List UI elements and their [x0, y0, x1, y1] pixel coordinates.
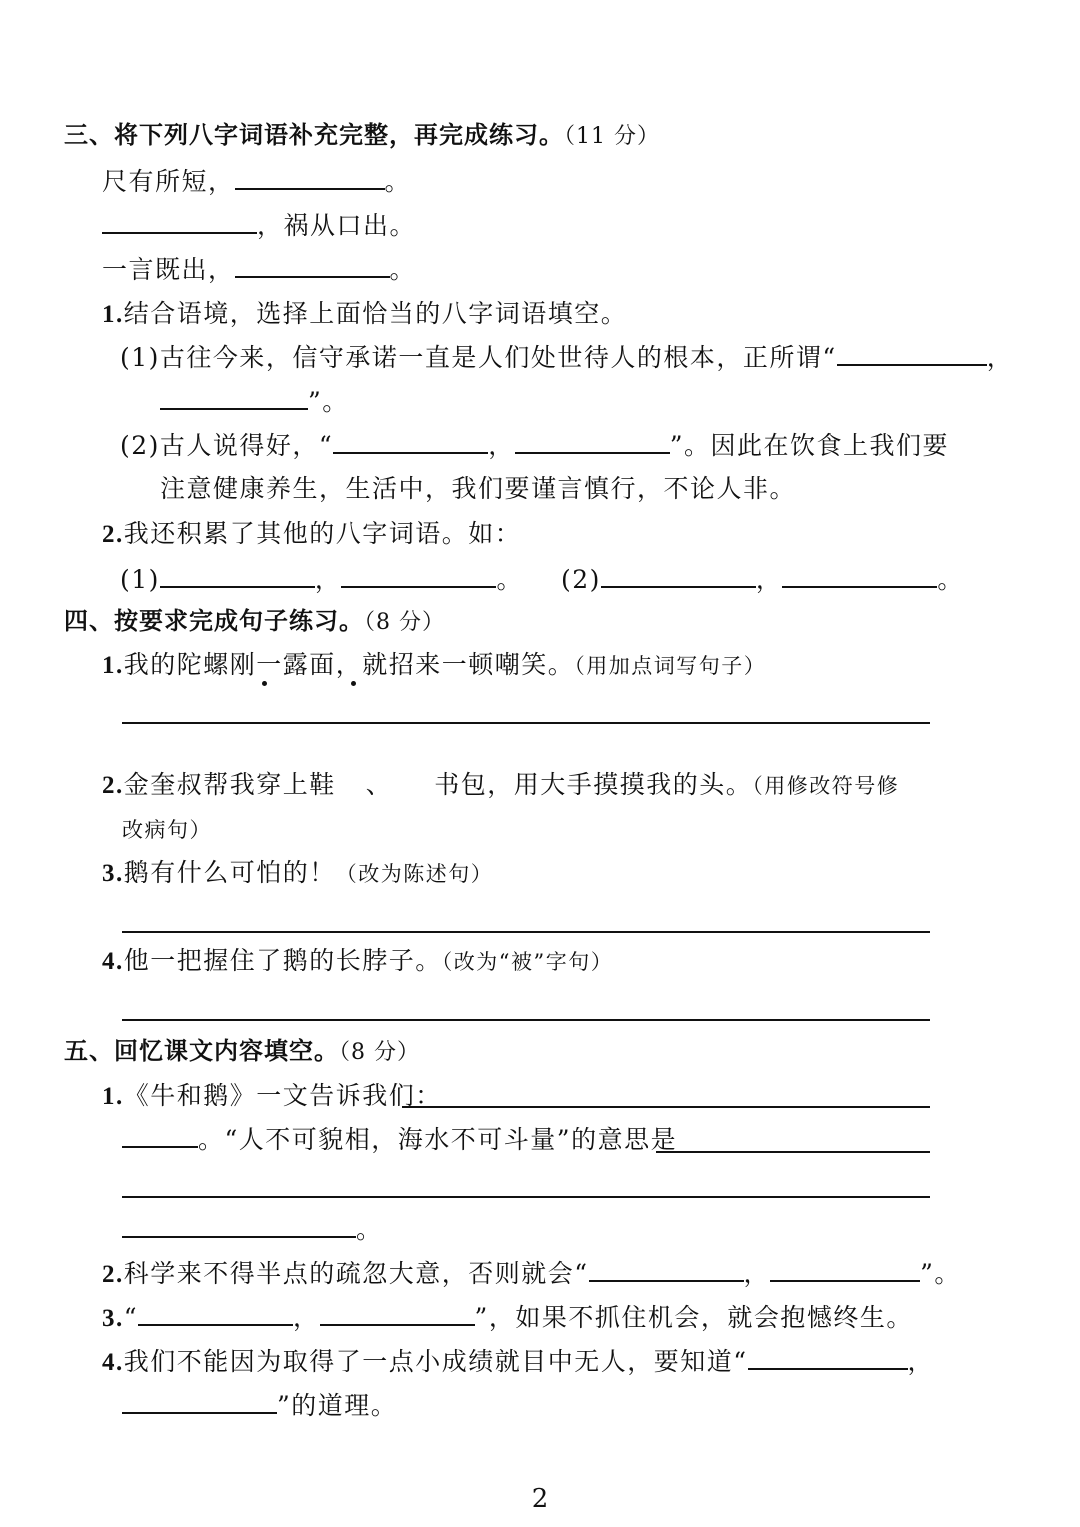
answer-blank[interactable] [122, 1212, 356, 1238]
question-5-1: 1.《牛和鹅》一文告诉我们： [102, 1081, 442, 1110]
fill-line-2: ，祸从口出。 [102, 208, 416, 243]
section-3-heading: 三、将下列八字词语补充完整，再完成练习。（11 分） [64, 121, 660, 149]
question-4-2: 2.金奎叔帮我穿上鞋 、 书包，用大手摸摸我的头。（用修改符号修 [102, 770, 900, 799]
answer-blank[interactable] [160, 384, 308, 410]
answer-blank[interactable] [782, 562, 937, 588]
question-3-1-part-1: (1)古往今来，信守承诺一直是人们处世待人的根本，正所谓“ ， [120, 340, 1013, 375]
answer-blank[interactable] [601, 562, 756, 588]
question-3-1-part-1-cont: ”。 [160, 384, 349, 419]
fill-line-1: 尺有所短， 。 [102, 164, 411, 199]
answer-blank[interactable] [235, 164, 385, 190]
answer-blank[interactable] [748, 1344, 908, 1370]
answer-blank[interactable] [138, 1300, 293, 1326]
answer-blank[interactable] [160, 562, 315, 588]
question-5-4-cont: ”的道理。 [122, 1388, 397, 1423]
question-5-1-end: 。 [122, 1212, 383, 1247]
answer-blank[interactable] [235, 252, 390, 278]
emphasis-dot [262, 681, 267, 686]
answer-line[interactable] [122, 722, 930, 724]
question-3-1: 1.结合语境，选择上面恰当的八字词语填空。 [102, 299, 628, 328]
fill-line-3: 一言既出， 。 [102, 252, 416, 287]
answer-blank[interactable] [333, 428, 488, 454]
question-5-1-cont: 。“人不可貌相，海水不可斗量”的意思是 [122, 1122, 677, 1157]
answer-blank[interactable] [515, 428, 670, 454]
page-number: 2 [531, 1484, 549, 1514]
question-3-2: 2.我还积累了其他的八字词语。如： [102, 519, 522, 548]
answer-blank[interactable] [770, 1256, 920, 1282]
answer-blank[interactable] [837, 340, 987, 366]
answer-line[interactable] [402, 1106, 930, 1108]
answer-blank[interactable] [589, 1256, 744, 1282]
answer-line[interactable] [122, 931, 930, 933]
question-3-1-part-2-cont: 注意健康养生，生活中，我们要谨言慎行，不论人非。 [160, 474, 797, 503]
question-5-2: 2.科学来不得半点的疏忽大意，否则就会“ ， ”。 [102, 1256, 961, 1292]
question-5-3: 3.“ ， ”，如果不抓住机会，就会抱憾终生。 [102, 1300, 913, 1336]
question-4-3: 3.鹅有什么可怕的！（改为陈述句） [102, 858, 494, 887]
answer-line[interactable] [122, 1019, 930, 1021]
question-4-1: 1.我的陀螺刚一露面，就招来一顿嘲笑。（用加点词写句子） [102, 650, 767, 679]
emphasis-dot [351, 681, 356, 686]
question-3-1-part-2: (2)古人说得好，“ ， ”。因此在饮食上我们要 [120, 428, 949, 463]
answer-blank[interactable] [341, 562, 496, 588]
question-4-2-cont: 改病句） [122, 818, 212, 842]
section-5-heading: 五、回忆课文内容填空。（8 分） [64, 1037, 420, 1065]
answer-blank[interactable] [122, 1388, 277, 1414]
question-3-2-answers: (1) ， 。 (2) ， 。 [120, 562, 964, 597]
section-4-heading: 四、按要求完成句子练习。（8 分） [64, 607, 445, 635]
answer-line[interactable] [122, 1196, 930, 1198]
question-5-4: 4.我们不能因为取得了一点小成绩就目中无人，要知道“ ， [102, 1344, 934, 1380]
answer-line[interactable] [656, 1151, 930, 1153]
answer-blank[interactable] [122, 1122, 198, 1148]
question-4-4: 4.他一把握住了鹅的长脖子。（改为“被”字句） [102, 946, 614, 975]
answer-blank[interactable] [102, 208, 257, 234]
answer-blank[interactable] [320, 1300, 475, 1326]
